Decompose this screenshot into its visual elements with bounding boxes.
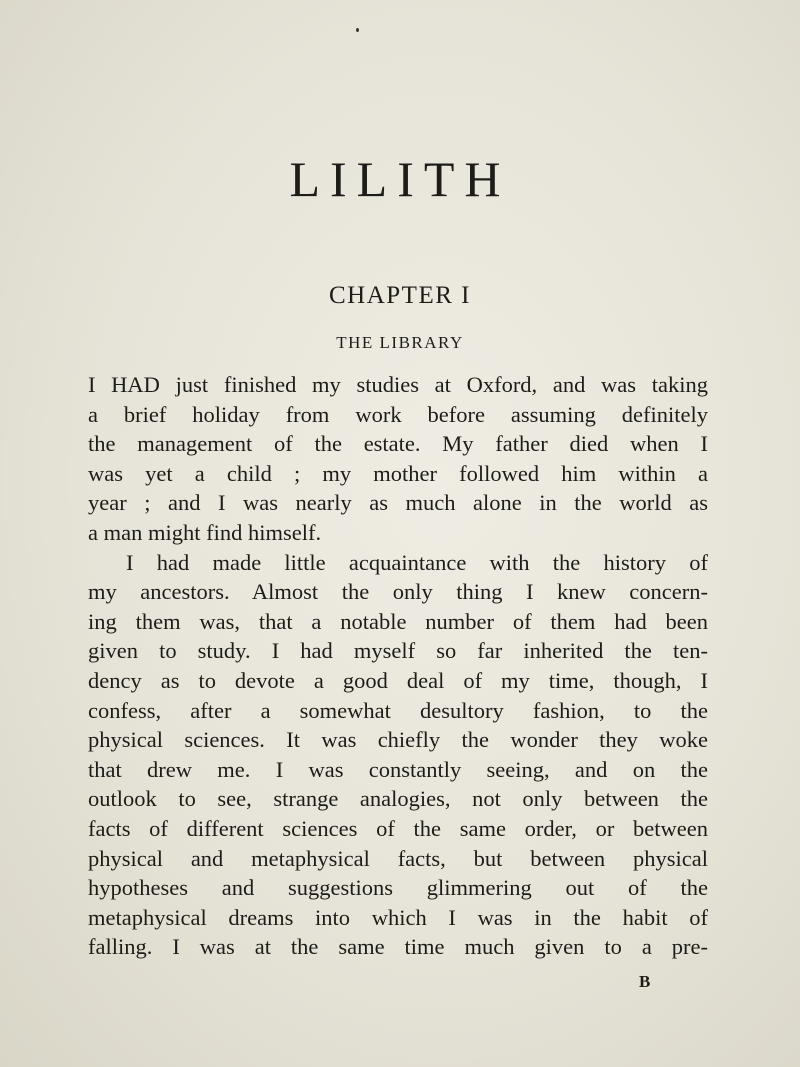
text-line-content: just finished my studies at Oxford, and was taking xyxy=(159,372,708,397)
text-line: year ; and I was nearly as much alone in the world as xyxy=(88,490,708,516)
text-line: a brief holiday from work before assuming definitely xyxy=(88,401,708,427)
text-line: ing them was, that a notable number of them had been xyxy=(88,608,708,634)
text-line: dency as to devote a good deal of my time, though, I xyxy=(88,667,708,693)
text-line: outlook to see, strange analogies, not only between the xyxy=(88,786,708,812)
text-line: confess, after a somewhat desultory fashion, to the xyxy=(88,697,708,723)
opening-words: I HAD xyxy=(88,372,160,397)
text-line: falling. I was at the same time much given to a pre- xyxy=(88,934,708,960)
paragraph-1 xyxy=(88,370,708,548)
text-line: facts of different sciences of the same order, or between xyxy=(88,815,708,841)
text-line: was yet a child ; my mother followed him within a xyxy=(88,460,708,486)
text-line: metaphysical dreams into which I was in the habit of xyxy=(88,904,708,930)
chapter-subtitle: THE LIBRARY xyxy=(336,333,464,352)
paragraph-2 xyxy=(88,548,708,962)
text-line: physical sciences. It was chiefly the wonder they woke xyxy=(88,727,708,753)
book-title: LILITH xyxy=(289,151,511,207)
text-line: given to study. I had myself so far inherited the ten- xyxy=(88,638,708,664)
text-line: hypotheses and suggestions glimmering out of the xyxy=(88,875,708,901)
signature-mark: B xyxy=(639,972,651,991)
text-line: a man might find himself. xyxy=(88,519,322,545)
text-line: my ancestors. Almost the only thing I knew concern- xyxy=(88,579,708,605)
text-line: the management of the estate. My father died when I xyxy=(88,431,708,457)
text-line: physical and metaphysical facts, but between physical xyxy=(88,845,708,871)
text-line: I had made little acquaintance with the history of xyxy=(126,549,708,575)
body-text xyxy=(88,370,708,962)
ink-speck xyxy=(356,28,359,32)
chapter-heading: CHAPTER I xyxy=(329,282,471,309)
text-line: that drew me. I was constantly seeing, and on the xyxy=(88,756,708,782)
text-line xyxy=(88,370,708,400)
